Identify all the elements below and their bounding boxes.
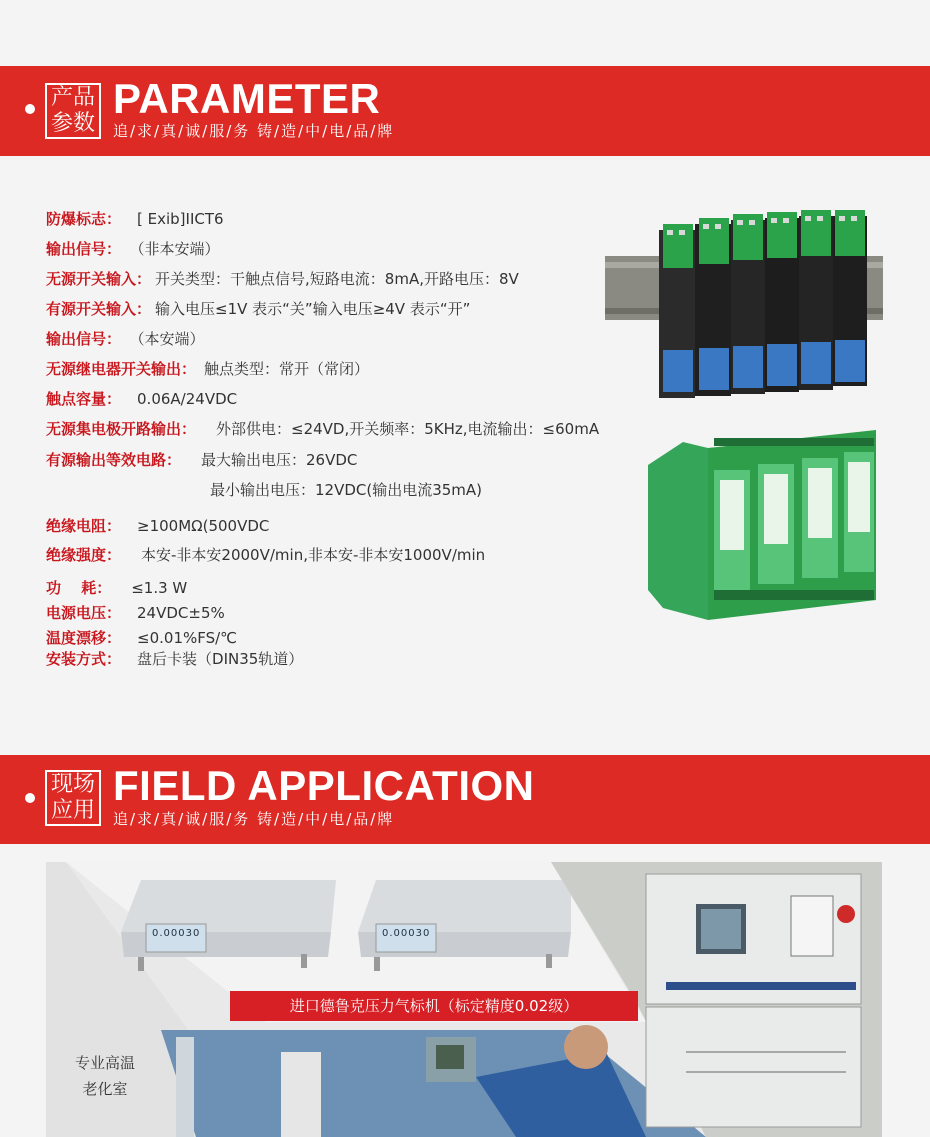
param-value: 开关类型：干触点信号,短路电流：8mA,开路电压：8V <box>155 270 519 288</box>
param-value: 外部供电：≤24VD,开关频率：5KHz,电流输出：≤60mA <box>216 420 600 438</box>
param-row <box>46 544 485 565</box>
aging-room-label-line-2: 老化室 <box>82 1080 128 1098</box>
bullet-dot-icon <box>25 793 35 803</box>
param-label: 无源集电极开路输出： <box>46 420 197 438</box>
param-value: [ Exib]IICT6 <box>137 210 224 228</box>
param-row <box>46 268 519 289</box>
section-title: PARAMETER <box>113 75 381 122</box>
param-row <box>46 515 269 536</box>
param-row <box>46 648 303 669</box>
param-label: 绝缘电阻： <box>46 517 122 535</box>
param-label: 绝缘强度： <box>46 546 122 564</box>
param-row <box>46 577 187 598</box>
param-value: ≤0.01%FS/℃ <box>137 629 238 647</box>
param-row <box>210 479 482 500</box>
instrument-caption: 进口德鲁克压力气标机（标定精度0.02级） <box>230 991 638 1021</box>
param-value: 本安-非本安2000V/min,非本安-非本安1000V/min <box>141 546 486 564</box>
section-cn-badge <box>45 770 101 826</box>
param-value: 输入电压≤1V 表示“关”输入电压≥4V 表示“开” <box>155 300 471 318</box>
param-row <box>46 208 224 229</box>
param-row <box>46 388 237 409</box>
instrument-2-reading: 0.00030 <box>382 928 431 939</box>
param-value: 最小输出电压：12VDC(输出电流35mA) <box>210 481 483 499</box>
param-value: 触点类型：常开（常闭） <box>204 360 370 378</box>
param-row <box>46 328 205 349</box>
aging-room-label <box>60 1050 150 1102</box>
param-value: 24VDC±5% <box>137 604 225 622</box>
badge-line-2: 参数 <box>50 111 95 136</box>
param-row <box>46 602 225 623</box>
section-cn-badge <box>45 83 101 139</box>
instrument-1-reading: 0.00030 <box>152 928 201 939</box>
aging-room-label-line-1: 专业高温 <box>74 1054 135 1072</box>
param-label: 无源继电器开关输出： <box>46 360 197 378</box>
param-row <box>46 449 357 470</box>
param-label: 输出信号： <box>46 240 122 258</box>
din-rail-modules-illustration <box>605 210 883 400</box>
section-subtitle: 追/求/真/诚/服/务 铸/造/中/电/品/牌 <box>113 810 395 828</box>
param-value: 最大输出电压：26VDC <box>201 451 358 469</box>
bullet-dot-icon <box>25 104 35 114</box>
param-row <box>46 238 220 259</box>
param-label: 有源开关输入： <box>46 300 152 318</box>
param-value: ≤1.3 W <box>131 579 188 597</box>
param-label: 无源开关输入： <box>46 270 152 288</box>
param-label: 功 耗： <box>46 579 112 597</box>
param-row <box>46 418 599 439</box>
param-row <box>46 627 237 648</box>
param-value: 盘后卡装（DIN35轨道） <box>137 650 304 668</box>
param-value: （非本安端） <box>137 240 220 258</box>
green-modules-photo <box>648 430 878 625</box>
param-label: 防爆标志： <box>46 210 122 228</box>
param-row <box>46 358 369 379</box>
param-label: 触点容量： <box>46 390 122 408</box>
badge-line-2: 应用 <box>50 798 95 823</box>
param-label: 有源输出等效电路： <box>46 451 182 469</box>
section-subtitle: 追/求/真/诚/服/务 铸/造/中/电/品/牌 <box>113 122 395 140</box>
param-label: 输出信号： <box>46 330 122 348</box>
din-rail-modules-photo <box>605 210 883 400</box>
param-value: 0.06A/24VDC <box>137 390 238 408</box>
badge-line-1: 现场 <box>50 772 95 797</box>
parameter-banner <box>0 66 930 156</box>
green-modules-illustration <box>648 430 878 625</box>
section-title: FIELD APPLICATION <box>113 762 535 809</box>
param-label: 温度漂移： <box>46 629 122 647</box>
field-application-banner <box>0 755 930 844</box>
param-label: 安装方式： <box>46 650 122 668</box>
param-row <box>46 298 470 319</box>
badge-line-1: 产品 <box>50 85 95 110</box>
param-label: 电源电压： <box>46 604 122 622</box>
param-value: ≥100MΩ(500VDC <box>137 517 270 535</box>
param-value: （本安端） <box>137 330 205 348</box>
